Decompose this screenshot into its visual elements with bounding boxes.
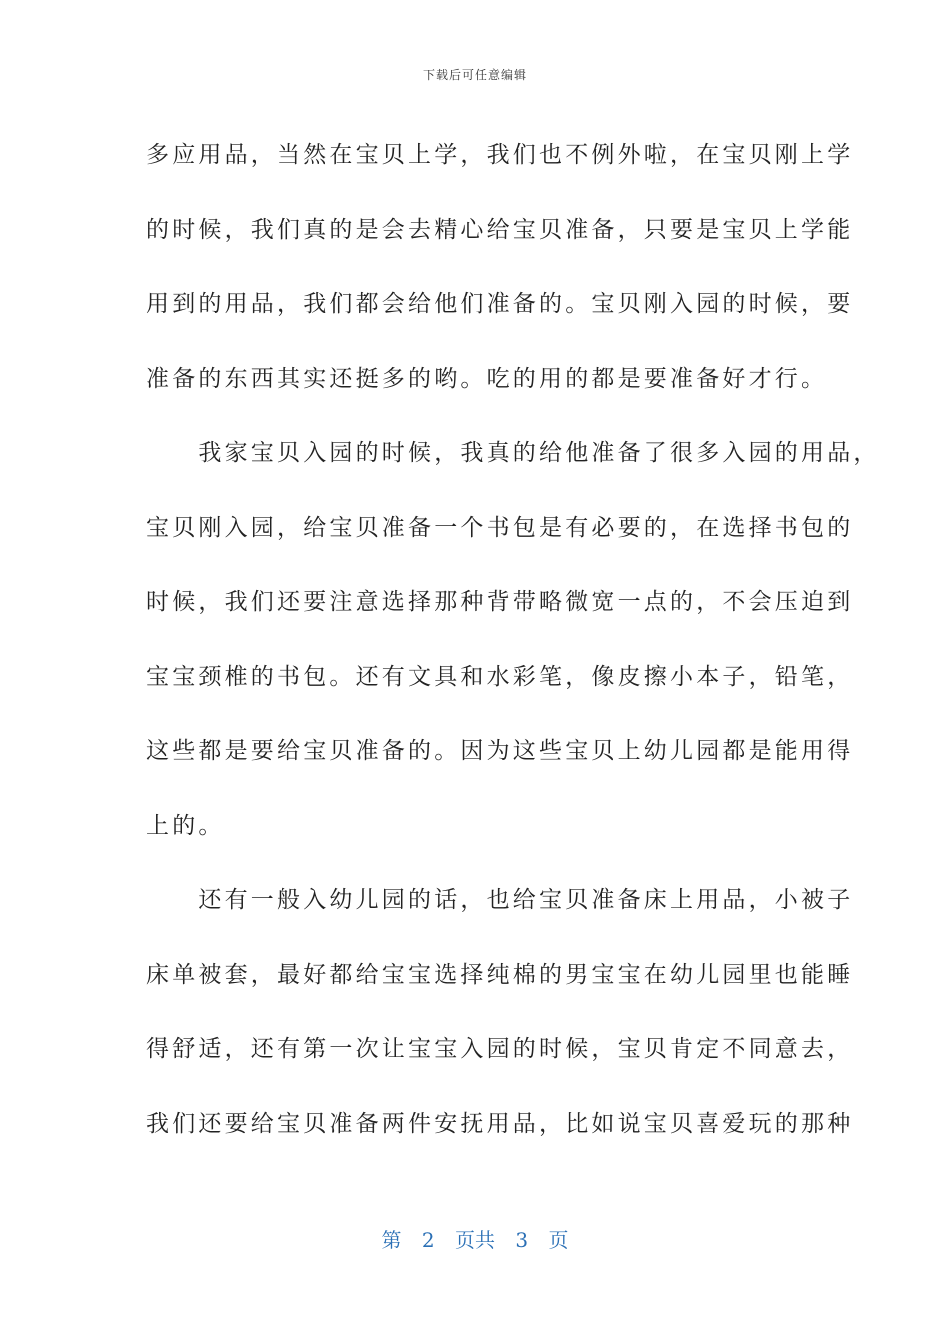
text-line: 用到的用品，我们都会给他们准备的。宝贝刚入园的时候，要 <box>146 291 854 317</box>
text-line: 上的。 <box>146 812 225 839</box>
page-header: 下载后可任意编辑 <box>422 68 527 82</box>
text-line: 的时候，我们真的是会去精心给宝贝准备，只要是宝贝上学能 <box>146 216 854 243</box>
footer-prefix: 第 <box>381 1228 402 1252</box>
text-line: 宝宝颈椎的书包。还有文具和水彩笔，像皮擦小本子，铅笔， <box>146 663 854 690</box>
text-line: 我家宝贝入园的时候，我真的给他准备了很多入园的用品， <box>146 440 880 466</box>
text-line: 我们还要给宝贝准备两件安抚用品，比如说宝贝喜爱玩的那种 <box>146 1110 854 1137</box>
text-line: 这些都是要给宝贝准备的。因为这些宝贝上幼儿园都是能用得 <box>146 738 854 764</box>
current-page-number: 2 <box>421 1228 435 1252</box>
text-line: 得舒适，还有第一次让宝宝入园的时候，宝贝肯定不同意去， <box>146 1036 854 1062</box>
text-line: 床单被套，最好都给宝宝选择纯棉的男宝宝在幼儿园里也能睡 <box>146 961 854 988</box>
text-line: 多应用品，当然在宝贝上学，我们也不例外啦，在宝贝刚上学 <box>146 142 854 168</box>
total-pages-number: 3 <box>515 1228 529 1252</box>
page-footer <box>0 1224 950 1253</box>
text-line: 时候，我们还要注意选择那种背带略微宽一点的，不会压迫到 <box>146 589 854 615</box>
document-body <box>146 118 880 1161</box>
text-line: 宝贝刚入园，给宝贝准备一个书包是有必要的，在选择书包的 <box>146 514 854 541</box>
text-line: 准备的东西其实还挺多的哟。吃的用的都是要准备好才行。 <box>146 365 828 392</box>
text-line: 还有一般入幼儿园的话，也给宝贝准备床上用品，小被子 <box>146 887 854 913</box>
footer-suffix: 页 <box>548 1228 569 1252</box>
footer-middle: 页共 <box>455 1228 495 1252</box>
